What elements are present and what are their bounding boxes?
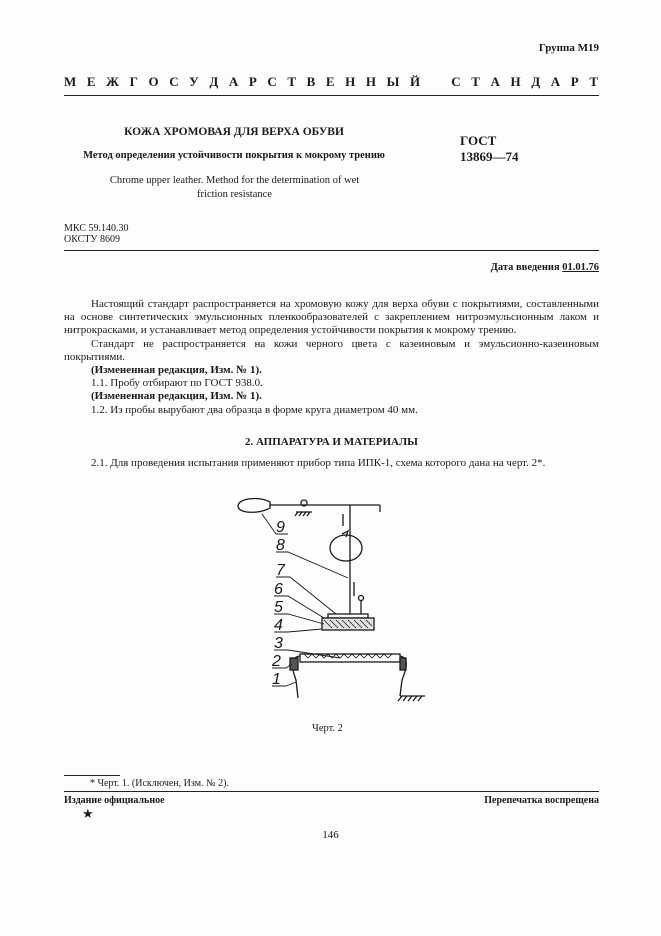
section-heading: 2. АППАРАТУРА И МАТЕРИАЛЫ — [245, 436, 418, 448]
banner-letter: А — [550, 74, 561, 89]
body-text — [64, 298, 599, 417]
leader-8 — [276, 552, 348, 578]
banner-letter: Н — [365, 74, 377, 89]
amendment-note: (Измененная редакция, Изм. № 1). — [91, 390, 262, 403]
body-text-section2 — [64, 457, 599, 470]
classification-codes — [64, 223, 128, 245]
date-value: 01.01.76 — [562, 262, 599, 273]
banner-letter: Г — [129, 74, 138, 89]
banner-letter: Н — [345, 74, 356, 89]
banner-letter: Т — [471, 74, 480, 89]
document-subtitle: Метод определения устойчивости покрытия к мокрому трению — [83, 150, 385, 161]
footnote-rule — [64, 775, 120, 776]
figure-label-4: 4 — [274, 617, 283, 634]
figure-label-3: 3 — [274, 635, 283, 652]
paragraph: Настоящий стандарт распространяется на хромовую кожу для верха обуви с покрытиями, составленными на основе синтетических эмульсионных пленкообразователей с закреплением нитроэмульсионным лаком и нитрокрасками, и устанавливает метод определения устойчивости покрытия к мокрому трению. — [64, 298, 599, 337]
clamp-right — [400, 658, 406, 670]
banner-letter: Е — [325, 74, 335, 89]
document-title: КОЖА ХРОМОВАЯ ДЛЯ ВЕРХА ОБУВИ — [124, 126, 344, 138]
banner-letter: Д — [209, 74, 219, 89]
paragraph: Стандарт не распространяется на кожи черного цвета с казеиновым и эмульсионно-казеиновым покрытиями. — [64, 337, 599, 363]
banner-letter: А — [490, 74, 500, 89]
amendment-note: (Измененная редакция, Изм. № 1). — [91, 364, 262, 377]
english-title-line: friction resistance — [197, 189, 272, 200]
banner-letter: Ы — [386, 74, 400, 89]
apparatus-diagram — [230, 492, 430, 714]
star-icon: ★ — [82, 806, 94, 821]
gost-designation — [460, 133, 519, 165]
official-edition: Издание официальное — [64, 795, 165, 806]
banner-letter: Р — [248, 74, 257, 89]
footnote: * Черт. 1. (Исключен, Изм. № 2). — [90, 778, 229, 789]
date-label: Дата введения — [490, 262, 560, 273]
paragraph: 1.2. Из пробы вырубают два образца в форме круга диаметром 40 мм. — [91, 403, 418, 416]
figure-label-2: 2 — [272, 653, 281, 670]
okstu-code: ОКСТУ 8609 — [64, 234, 121, 245]
codes-rule — [64, 250, 599, 251]
banner-letter: Д — [531, 74, 541, 89]
standard-banner — [64, 74, 598, 90]
banner-letter: Н — [510, 74, 521, 89]
pivot-hatch — [295, 512, 312, 516]
figure-label-9: 9 — [276, 519, 285, 536]
banner-letter: А — [228, 74, 239, 89]
lever-handle — [238, 499, 270, 513]
paragraph: 2.1. Для проведения испытания применяют прибор типа ИПК-1, схема которого дана на черт. 2*. — [91, 457, 546, 469]
banner-letter: У — [189, 74, 199, 89]
banner-letter: В — [306, 74, 316, 89]
banner-letter: О — [148, 74, 159, 89]
rotation-arrow — [342, 531, 348, 537]
english-title — [92, 174, 377, 202]
banner-letter: Т — [589, 74, 598, 89]
figure-label-8: 8 — [276, 537, 285, 554]
banner-letter: Е — [86, 74, 96, 89]
banner-letter: С — [169, 74, 179, 89]
banner-letter: Р — [570, 74, 579, 89]
banner-letter: Й — [409, 74, 421, 89]
effective-date — [491, 262, 599, 273]
group-code: Группа М19 — [538, 42, 599, 54]
knob-icon — [359, 596, 364, 601]
rotation-icon — [330, 535, 362, 561]
reprint-prohibited: Перепечатка воспрещена — [484, 795, 599, 806]
banner-letter: Ж — [106, 74, 119, 89]
page-number: 146 — [322, 829, 339, 841]
figure-label-6: 6 — [274, 581, 283, 598]
gost-number: 13869—74 — [460, 149, 519, 164]
english-title-line: Chrome upper leather. Method for the determination of wet — [109, 175, 360, 186]
figure-label-7: 7 — [276, 562, 285, 579]
figure-label-1: 1 — [272, 671, 281, 688]
banner-letter: М — [64, 74, 77, 89]
mks-code: МКС 59.140.30 — [64, 223, 129, 234]
footer-rule — [64, 791, 599, 792]
figure-caption: Черт. 2 — [312, 723, 343, 734]
leader-7 — [276, 577, 336, 614]
header-rule — [64, 95, 599, 96]
figure-label-5: 5 — [274, 599, 283, 616]
gost-label: ГОСТ — [460, 133, 497, 148]
banner-letter: Т — [287, 74, 297, 89]
banner-letter: С — [451, 74, 461, 89]
base-hatch — [398, 696, 422, 701]
banner-letter: С — [267, 74, 277, 89]
paragraph: 1.1. Пробу отбирают по ГОСТ 938.0. — [91, 377, 263, 390]
